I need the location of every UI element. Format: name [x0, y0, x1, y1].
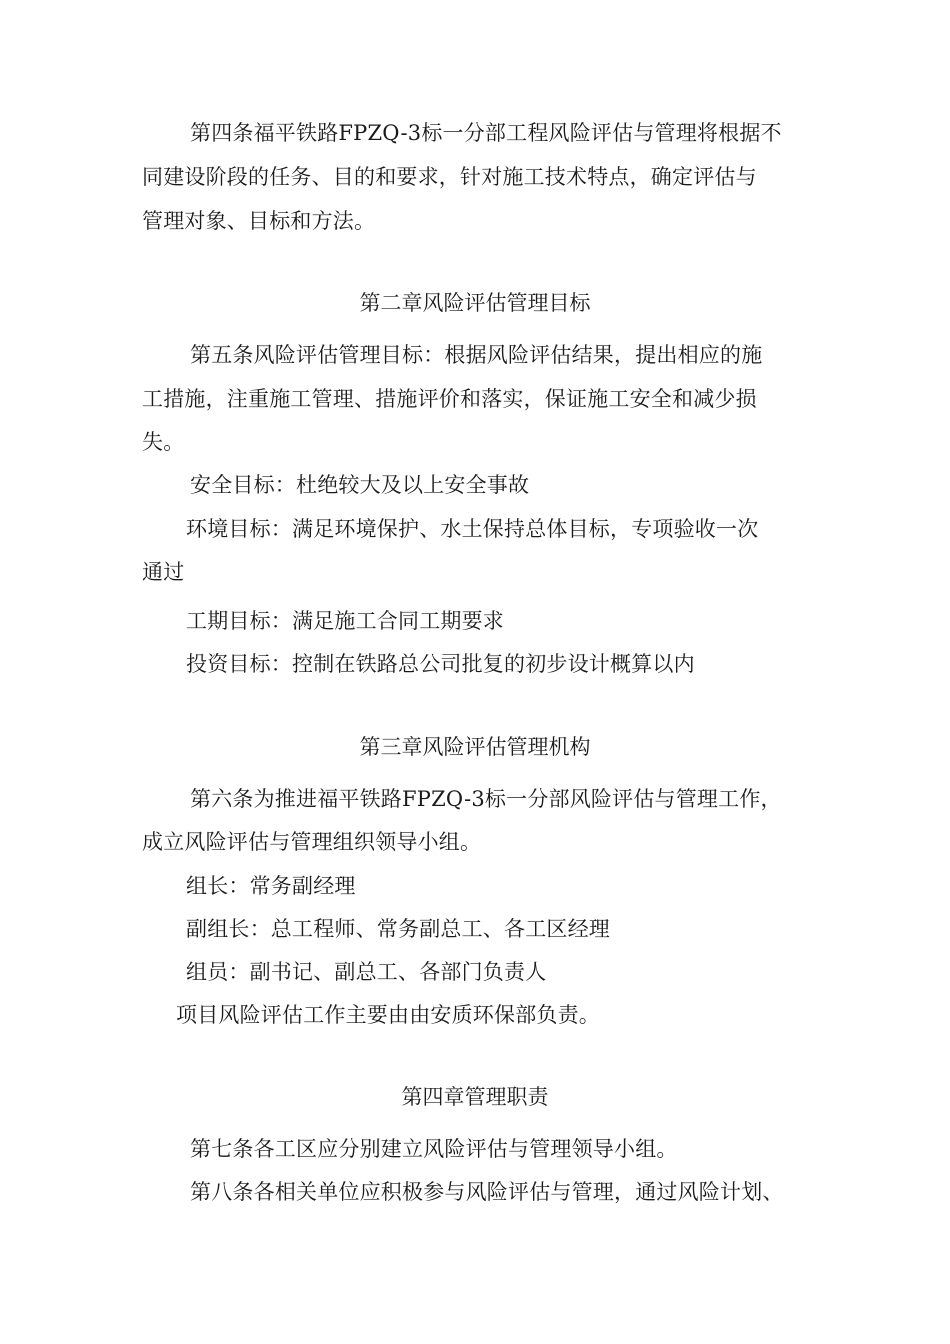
article6-line1: 第六条为推进福平铁路FPZQ-3标一分部风险评估与管理工作， — [190, 787, 782, 811]
article8-line1: 第八条各相关单位应积极参与风险评估与管理，通过风险计划、 — [190, 1180, 784, 1204]
article7: 第七条各工区应分别建立风险评估与管理领导小组。 — [190, 1137, 678, 1161]
article6-line2: 成立风险评估与管理组织领导小组。 — [142, 830, 482, 854]
schedule-goal: 工期目标：满足施工合同工期要求 — [186, 609, 504, 633]
safety-goal: 安全目标：杜绝较大及以上安全事故 — [190, 473, 530, 497]
article5-line1: 第五条风险评估管理目标：根据风险评估结果，提出相应的施 — [190, 343, 763, 367]
chapter3-heading: 第三章风险评估管理机构 — [359, 735, 591, 759]
article4-line1: 第四条福平铁路FPZQ-3标一分部工程风险评估与管理将根据不 — [190, 121, 782, 145]
article4-line2: 同建设阶段的任务、目的和要求，针对施工技术特点，确定评估与 — [142, 165, 757, 189]
investment-goal: 投资目标：控制在铁路总公司批复的初步设计概算以内 — [186, 652, 695, 676]
chapter2-heading: 第二章风险评估管理目标 — [359, 291, 591, 315]
group-leader: 组长：常务副经理 — [186, 874, 356, 898]
responsible-department: 项目风险评估工作主要由由安质环保部负责。 — [176, 1003, 600, 1027]
deputy-group-leader: 副组长：总工程师、常务副总工、各工区经理 — [186, 917, 610, 941]
chapter4-heading: 第四章管理职责 — [401, 1085, 549, 1109]
group-members: 组员：副书记、副总工、各部门负责人 — [186, 960, 547, 984]
environment-goal-line2: 通过 — [142, 560, 185, 584]
environment-goal-line1: 环境目标：满足环境保护、水土保持总体目标，专项验收一次 — [186, 517, 759, 541]
article5-line2: 工措施，注重施工管理、措施评价和落实，保证施工安全和减少损 — [142, 387, 757, 411]
article5-line3: 失。 — [142, 430, 185, 454]
article4-line3: 管理对象、目标和方法。 — [142, 209, 376, 233]
